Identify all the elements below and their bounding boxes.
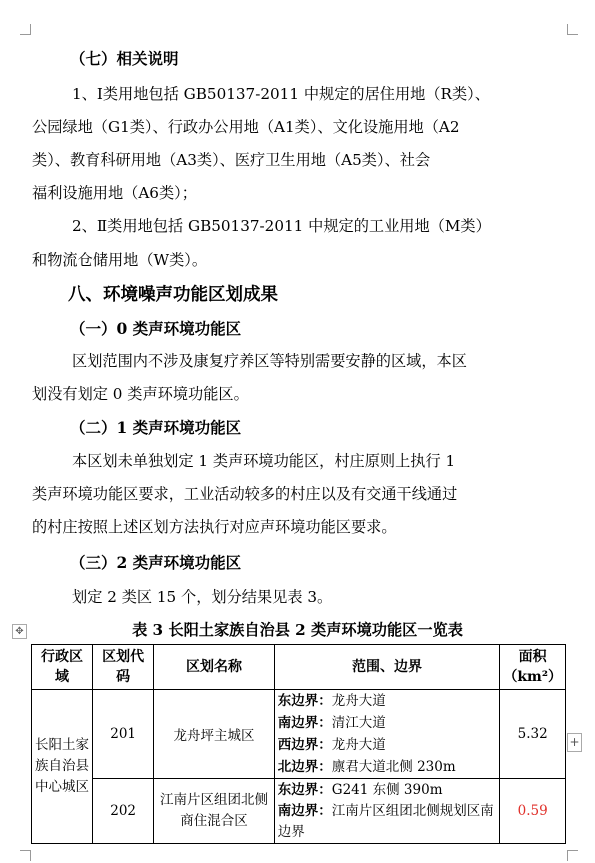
corner-mark-top-left	[20, 24, 31, 35]
sub2-heading: （二）1 类声环境功能区	[70, 418, 242, 437]
zone-code-cell: 202	[93, 779, 154, 844]
sec7-p2-line2: 和物流仓储用地（W类）。	[32, 251, 208, 269]
range-cell	[274, 690, 500, 779]
admin-zone-cell: 长阳土家族自治县中心城区	[32, 690, 93, 844]
sub2-line3: 的村庄按照上述区划方法执行对应声环境功能区要求。	[32, 518, 397, 536]
sub1-heading: （一）0 类声环境功能区	[70, 319, 242, 338]
corner-mark-top-right	[567, 24, 578, 35]
area-cell: 0.59	[500, 779, 566, 844]
header-zone-code: 区划代码	[93, 645, 154, 690]
table-move-handle[interactable]: ✥	[12, 624, 27, 639]
bound-east: 东边界：龙舟大道	[277, 693, 386, 709]
sec7-p2-line1: 2、Ⅱ类用地包括 GB50137-2011 中规定的工业用地（M类）	[72, 217, 491, 235]
table-row	[32, 690, 566, 779]
bound-north: 北边界：廪君大道北侧 230m	[277, 759, 456, 775]
sec7-p1-line2: 公园绿地（G1类）、行政办公用地（A1类）、文化设施用地（A2	[32, 118, 460, 136]
zone-code-cell: 201	[93, 690, 154, 779]
sec7-p1-line3: 类）、教育科研用地（A3类）、医疗卫生用地（A5类）、社会	[32, 151, 431, 169]
bound-south: 南边界：江南片区组团北侧规划区南边界	[277, 803, 494, 840]
table-row	[32, 779, 566, 844]
section-7-heading: （七）相关说明	[70, 49, 179, 68]
sub1-line2: 划没有划定 0 类声环境功能区。	[32, 385, 249, 403]
table-header-row	[32, 645, 566, 690]
zone-name-cell: 龙舟坪主城区	[154, 690, 275, 779]
sub2-line1: 本区划未单独划定 1 类声环境功能区，村庄原则上执行 1	[72, 452, 456, 470]
sec7-p1-line4: 福利设施用地（A6类）；	[32, 184, 197, 202]
corner-mark-bottom-left	[20, 850, 31, 861]
zone-name-cell: 江南片区组团北侧商住混合区	[154, 779, 275, 844]
header-area	[500, 645, 566, 690]
header-area-unit: （km²）	[503, 669, 562, 685]
header-range: 范围、边界	[274, 645, 500, 690]
corner-mark-bottom-right	[567, 850, 578, 861]
noise-zone-table	[31, 644, 566, 844]
header-admin-zone: 行政区域	[32, 645, 93, 690]
table-caption: 表 3 长阳土家族自治县 2 类声环境功能区一览表	[132, 621, 463, 639]
sub3-heading: （三）2 类声环境功能区	[70, 553, 242, 572]
header-zone-name: 区划名称	[154, 645, 275, 690]
range-cell	[274, 779, 500, 844]
table-add-column-button[interactable]: +	[567, 733, 582, 752]
sub1-line1: 区划范围内不涉及康复疗养区等特别需要安静的区域，本区	[72, 352, 467, 370]
bound-south: 南边界：清江大道	[277, 715, 386, 731]
sec7-p1-line1: 1、Ⅰ类用地包括 GB50137-2011 中规定的居住用地（R类）、	[72, 85, 490, 103]
section-8-heading: 八、环境噪声功能区划成果	[68, 285, 278, 305]
sub3-line1: 划定 2 类区 15 个，划分结果见表 3。	[72, 588, 333, 606]
bound-west: 西边界：龙舟大道	[277, 737, 386, 753]
sub2-line2: 类声环境功能区要求，工业活动较多的村庄以及有交通干线通过	[32, 485, 458, 503]
area-cell: 5.32	[500, 690, 566, 779]
bound-east: 东边界：G241 东侧 390m	[277, 782, 443, 798]
header-area-label: 面积	[518, 649, 547, 665]
